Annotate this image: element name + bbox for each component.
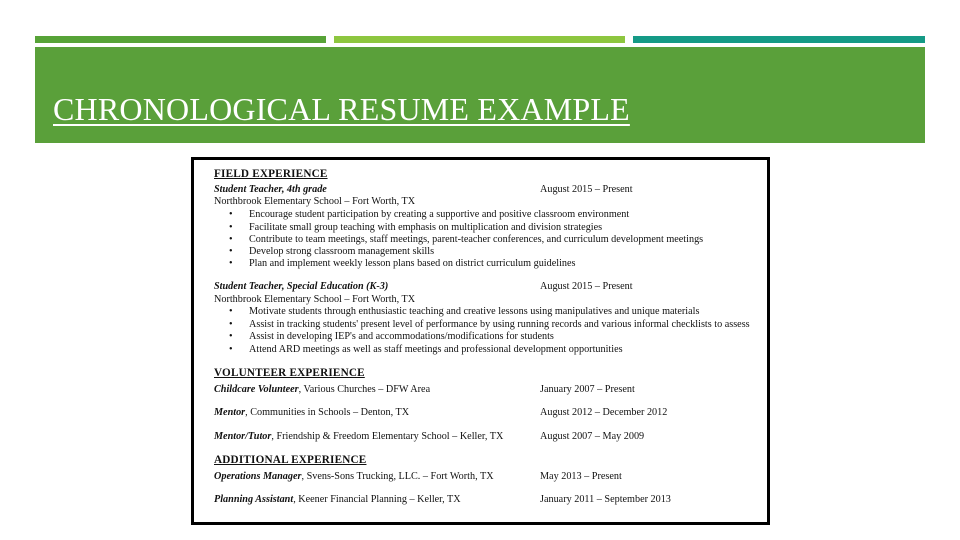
job-title: Student Teacher, Special Education (K-3)	[214, 281, 389, 292]
bullet-item: • Assist in tracking students' present level of performance by using running records and various informal checklists to assess	[229, 319, 750, 330]
job-title: Student Teacher, 4th grade	[214, 184, 327, 195]
additional-dates: January 2011 – September 2013	[540, 494, 671, 505]
bullet-item: • Attend ARD meetings as well as staff meetings and professional development opportunities	[229, 344, 623, 355]
bullet-item: • Plan and implement weekly lesson plans based on district curriculum guidelines	[229, 258, 576, 269]
additional-dates: May 2013 – Present	[540, 471, 622, 482]
title-banner	[35, 47, 925, 143]
section-heading-additional: ADDITIONAL EXPERIENCE	[214, 454, 367, 466]
additional-role: Planning Assistant, Keener Financial Planning – Keller, TX	[214, 494, 461, 505]
job-org: Northbrook Elementary School – Fort Worth, TX	[214, 196, 416, 207]
accent-bar-2	[334, 36, 625, 43]
volunteer-dates: August 2012 – December 2012	[540, 407, 668, 418]
section-heading-volunteer: VOLUNTEER EXPERIENCE	[214, 367, 365, 379]
volunteer-role: Childcare Volunteer, Various Churches – DFW Area	[214, 384, 431, 395]
bullet-item: • Contribute to team meetings, staff meetings, parent-teacher conferences, and curriculum development meetings	[229, 234, 704, 245]
job-dates: August 2015 – Present	[540, 281, 633, 292]
volunteer-role: Mentor/Tutor, Friendship & Freedom Elementary School – Keller, TX	[214, 431, 504, 442]
bullet-item: • Facilitate small group teaching with emphasis on multiplication and division strategies	[229, 222, 603, 233]
volunteer-dates: August 2007 – May 2009	[540, 431, 645, 442]
accent-bar-1	[35, 36, 326, 43]
bullet-item: • Motivate students through enthusiastic teaching and creative lessons using manipulatives and unique materials	[229, 306, 700, 317]
job-org: Northbrook Elementary School – Fort Worth, TX	[214, 294, 416, 305]
section-heading-field: FIELD EXPERIENCE	[214, 168, 328, 180]
accent-bar-3	[633, 36, 925, 43]
slide-title: CHRONOLOGICAL RESUME EXAMPLE	[53, 91, 630, 127]
volunteer-dates: January 2007 – Present	[540, 384, 635, 395]
volunteer-role: Mentor, Communities in Schools – Denton, TX	[214, 407, 410, 418]
resume-image	[191, 157, 770, 525]
bullet-item: • Encourage student participation by creating a supportive and positive classroom environment	[229, 209, 630, 220]
job-dates: August 2015 – Present	[540, 184, 633, 195]
additional-role: Operations Manager, Svens-Sons Trucking, LLC. – Fort Worth, TX	[214, 471, 494, 482]
bullet-item: • Develop strong classroom management skills	[229, 246, 435, 257]
bullet-item: • Assist in developing IEP's and accommodations/modifications for students	[229, 331, 554, 342]
